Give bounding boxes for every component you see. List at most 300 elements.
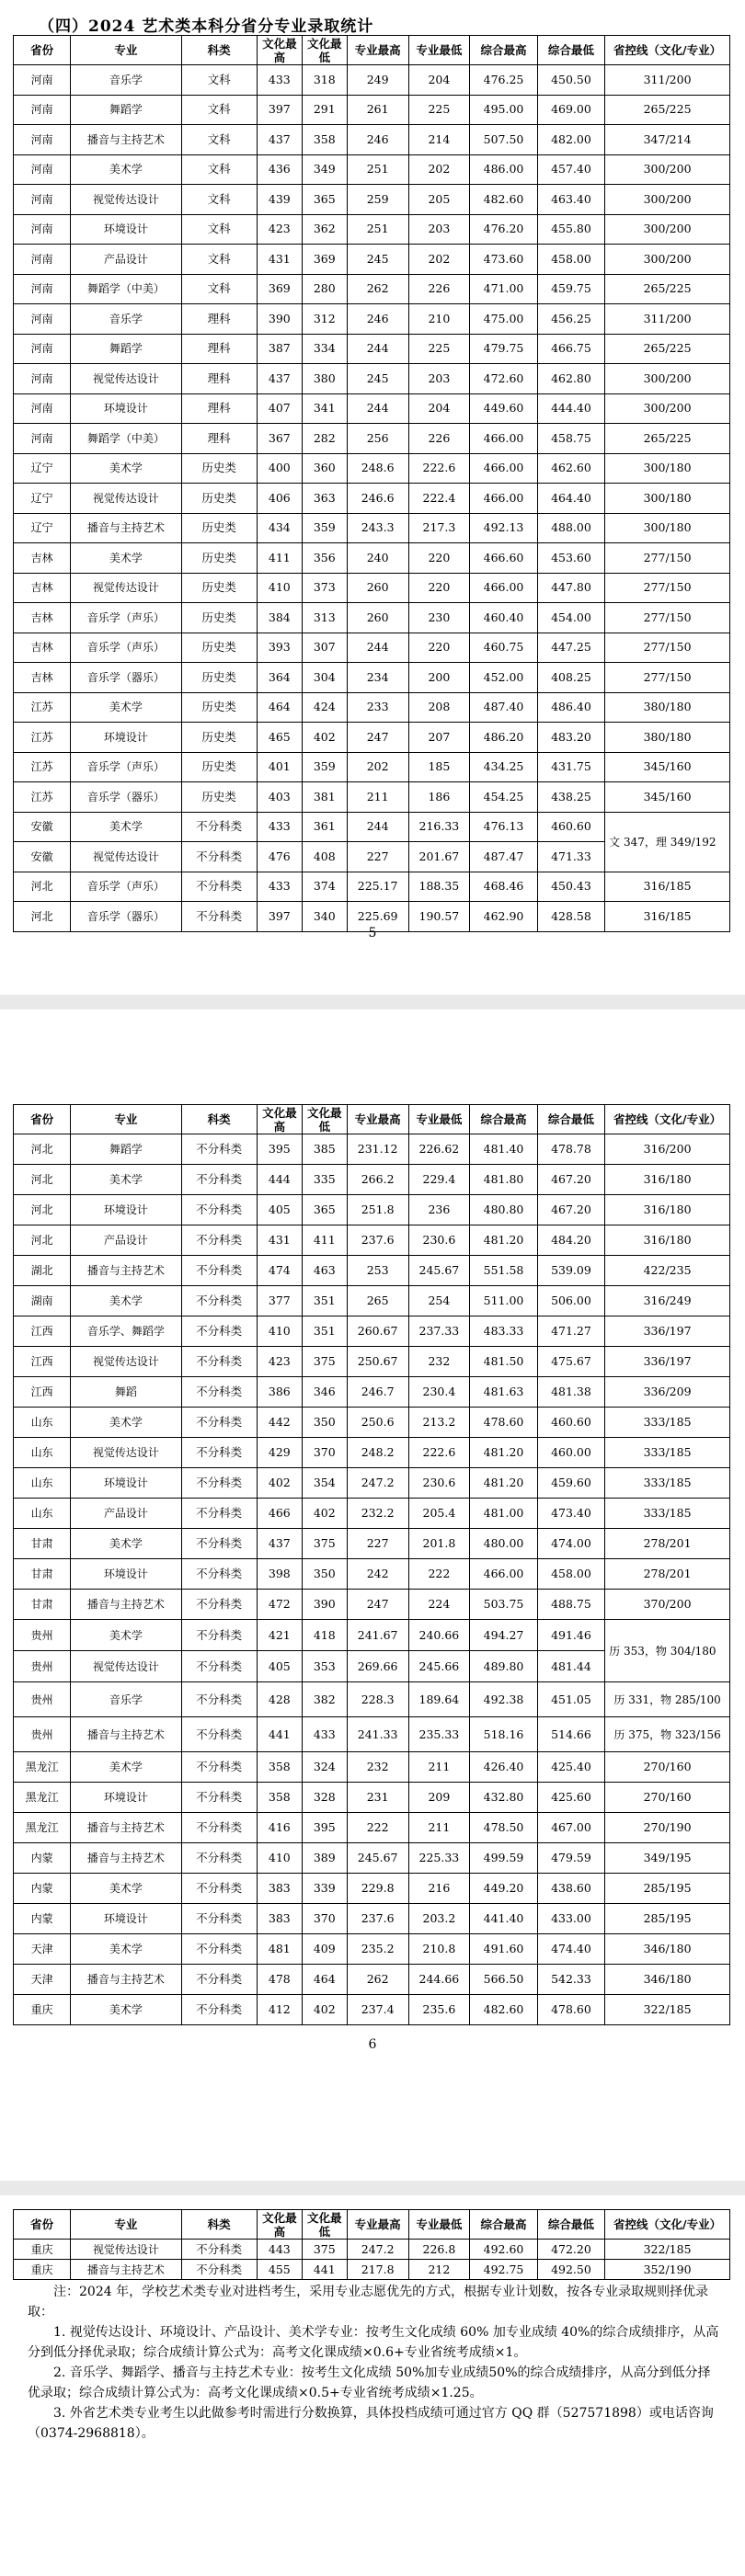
table-cell: 历史类: [181, 543, 257, 574]
table-cell: 402: [302, 723, 347, 753]
table-cell: 387: [257, 334, 302, 364]
table-cell: 421: [257, 1620, 302, 1651]
table-cell: 359: [302, 513, 347, 543]
table-cell: 文科: [181, 245, 257, 275]
table-cell: 266.2: [347, 1165, 408, 1195]
table-cell: 450.43: [537, 872, 604, 902]
table-row: [14, 1752, 730, 1783]
table-cell: 音乐学: [71, 65, 181, 96]
table-cell: 播音与主持艺术: [71, 1717, 181, 1752]
table-cell: 410: [257, 1316, 302, 1347]
table-row: [14, 1225, 730, 1256]
table-cell: 不分科类: [181, 1995, 257, 2025]
table-cell: 479.59: [537, 1843, 604, 1874]
table-cell: 天津: [14, 1965, 71, 1995]
table-cell: 465: [257, 723, 302, 753]
table-cell: 视觉传达设计: [71, 484, 181, 514]
table-cell: 475.67: [537, 1347, 604, 1377]
table-cell: 260.67: [347, 1316, 408, 1347]
table-cell: 247.2: [347, 2240, 408, 2260]
table-cell: 285/195: [605, 1904, 730, 1934]
table-cell: 468.46: [470, 872, 537, 902]
table-cell: 249: [347, 65, 408, 96]
table-cell: 历史类: [181, 692, 257, 723]
table-cell: 山东: [14, 1468, 71, 1499]
table-cell: 450.50: [537, 65, 604, 96]
table-cell: 374: [302, 872, 347, 902]
table-cell: 江苏: [14, 723, 71, 753]
table-cell: 204: [408, 65, 470, 96]
table-cell: 333/185: [605, 1438, 730, 1468]
table-cell: 河北: [14, 1195, 71, 1225]
table-cell: 316/185: [605, 902, 730, 932]
table-cell: 278/201: [605, 1529, 730, 1559]
table-cell: 视觉传达设计: [71, 364, 181, 394]
table-cell: 历史类: [181, 782, 257, 813]
table-cell: 466.75: [537, 334, 604, 364]
table-row: [14, 1934, 730, 1965]
table-cell: 黑龙江: [14, 1752, 71, 1783]
table-cell: 环境设计: [71, 1195, 181, 1225]
table-cell: 443: [257, 2240, 302, 2260]
table-cell: 产品设计: [71, 1499, 181, 1529]
table-cell: 231: [347, 1783, 408, 1813]
table-cell: 386: [257, 1377, 302, 1408]
table-cell: 不分科类: [181, 1559, 257, 1590]
table-cell: 304: [302, 663, 347, 693]
table-cell: 362: [302, 214, 347, 245]
table-cell: 美术学: [71, 1995, 181, 2025]
column-header: 省份: [14, 2210, 71, 2240]
table-cell: 479.75: [470, 334, 537, 364]
table-cell: 411: [257, 543, 302, 574]
table-cell: 内蒙: [14, 1904, 71, 1934]
table-cell: 336/209: [605, 1377, 730, 1408]
table-cell: 美术学: [71, 453, 181, 484]
table-cell: 232.2: [347, 1499, 408, 1529]
table-cell: 491.46: [537, 1620, 604, 1651]
table-cell: 265/225: [605, 95, 730, 125]
table-cell: 248.6: [347, 453, 408, 484]
table-cell: 232: [347, 1752, 408, 1783]
table-cell: 视觉传达设计: [71, 185, 181, 215]
table-cell: 产品设计: [71, 245, 181, 275]
column-header: 综合最高: [470, 1105, 537, 1134]
table-cell: 吉林: [14, 603, 71, 633]
table-cell: 舞蹈学: [71, 1134, 181, 1165]
table-row: [14, 304, 730, 335]
table-cell: 222.6: [408, 1438, 470, 1468]
table-cell: 346/180: [605, 1965, 730, 1995]
page-1: [0, 0, 745, 993]
table-cell: 261: [347, 95, 408, 125]
table-cell: 不分科类: [181, 1316, 257, 1347]
table-cell: 204: [408, 393, 470, 424]
table-cell: 美术学: [71, 1874, 181, 1904]
table-cell: 411: [302, 1225, 347, 1256]
table-row: [14, 185, 730, 215]
table-cell: 458.00: [537, 245, 604, 275]
table-cell: 482.00: [537, 125, 604, 155]
table-cell: 贵州: [14, 1717, 71, 1752]
column-header: 综合最高: [470, 36, 537, 65]
table-cell: 433: [257, 65, 302, 96]
table-cell: 428.58: [537, 902, 604, 932]
table-cell: 481.80: [470, 1165, 537, 1195]
table-cell: 246: [347, 125, 408, 155]
table-row: [14, 692, 730, 723]
table-cell: 不分科类: [181, 1499, 257, 1529]
table-row: [14, 1843, 730, 1874]
table-cell: 舞蹈学（中美）: [71, 274, 181, 304]
table-row: [14, 2240, 730, 2260]
table-cell: 环境设计: [71, 214, 181, 245]
table-cell: 229.4: [408, 1165, 470, 1195]
table-cell: 辽宁: [14, 484, 71, 514]
table-cell: 478.78: [537, 1134, 604, 1165]
table-cell: 237.6: [347, 1904, 408, 1934]
table-cell: 455: [257, 2260, 302, 2280]
table-cell: 492.50: [537, 2260, 604, 2280]
table-cell: 316/180: [605, 1195, 730, 1225]
table-cell: 185: [408, 752, 470, 782]
table-cell: 舞蹈: [71, 1377, 181, 1408]
table-cell: 316/249: [605, 1286, 730, 1316]
table-cell: 447.25: [537, 633, 604, 663]
table-cell: 503.75: [470, 1590, 537, 1620]
table-cell: 243.3: [347, 513, 408, 543]
table-cell: 460.40: [470, 603, 537, 633]
table-cell: 产品设计: [71, 1225, 181, 1256]
table-cell: 理科: [181, 304, 257, 335]
table-cell: 466.00: [470, 424, 537, 454]
table-cell: 山东: [14, 1438, 71, 1468]
table-cell: 457.40: [537, 154, 604, 185]
column-header: 专业最低: [408, 1105, 470, 1134]
table-cell: 459.60: [537, 1468, 604, 1499]
table-cell: 424: [302, 692, 347, 723]
table-cell: 478.50: [470, 1813, 537, 1843]
table-cell: 理科: [181, 334, 257, 364]
table-cell: 226.62: [408, 1134, 470, 1165]
admission-table-page-7: [13, 2209, 730, 2280]
table-cell: 美术学: [71, 1529, 181, 1559]
table-row: [14, 125, 730, 155]
table-cell: 494.27: [470, 1620, 537, 1651]
table-cell: 347/214: [605, 125, 730, 155]
table-cell: 河南: [14, 154, 71, 185]
table-cell: 340: [302, 902, 347, 932]
table-cell: 222: [347, 1813, 408, 1843]
table-cell: 481.63: [470, 1377, 537, 1408]
table-cell: 230.4: [408, 1377, 470, 1408]
table-cell: 232: [408, 1347, 470, 1377]
table-cell: 259: [347, 185, 408, 215]
table-cell: 486.00: [470, 154, 537, 185]
table-cell: 理科: [181, 393, 257, 424]
table-cell: 316/180: [605, 1225, 730, 1256]
table-cell: 265/225: [605, 424, 730, 454]
table-cell: 462.80: [537, 364, 604, 394]
table-cell: 333/185: [605, 1499, 730, 1529]
table-cell: 240.66: [408, 1620, 470, 1651]
table-cell: 400: [257, 453, 302, 484]
table-cell: 不分科类: [181, 1904, 257, 1934]
table-cell: 不分科类: [181, 2240, 257, 2260]
table-cell: 视觉传达设计: [71, 573, 181, 603]
table-cell: 不分科类: [181, 1529, 257, 1559]
table-cell: 300/180: [605, 453, 730, 484]
column-header: 专业: [71, 2210, 181, 2240]
table-cell: 209: [408, 1783, 470, 1813]
table-cell: 河南: [14, 65, 71, 96]
table-cell: 吉林: [14, 543, 71, 574]
table-cell: 291: [302, 95, 347, 125]
table-cell: 不分科类: [181, 1377, 257, 1408]
table-cell: 439: [257, 185, 302, 215]
table-cell: 文 347，理 349/192: [605, 812, 730, 872]
table-row: [14, 1783, 730, 1813]
table-cell: 390: [302, 1590, 347, 1620]
table-cell: 486.20: [470, 723, 537, 753]
table-cell: 481: [257, 1934, 302, 1965]
table-cell: 吉林: [14, 633, 71, 663]
table-cell: 478.60: [470, 1408, 537, 1438]
table-cell: 225.69: [347, 902, 408, 932]
table-cell: 217.3: [408, 513, 470, 543]
table-cell: 246.6: [347, 484, 408, 514]
table-cell: 370: [302, 1438, 347, 1468]
table-cell: 文科: [181, 185, 257, 215]
table-cell: 播音与主持艺术: [71, 125, 181, 155]
table-cell: 481.20: [470, 1225, 537, 1256]
table-cell: 美术学: [71, 692, 181, 723]
table-cell: 358: [257, 1752, 302, 1783]
table-cell: 300/200: [605, 245, 730, 275]
table-cell: 441: [302, 2260, 347, 2280]
note-intro: 注：2024 年，学校艺术类专业对进档考生，采用专业志愿优先的方式，根据专业计划数，按各专业录取规则择优录取：: [28, 2285, 709, 2320]
table-cell: 历史类: [181, 633, 257, 663]
table-cell: 466.00: [470, 484, 537, 514]
table-cell: 486.40: [537, 692, 604, 723]
table-cell: 444: [257, 1165, 302, 1195]
table-cell: 277/150: [605, 573, 730, 603]
table-cell: 不分科类: [181, 902, 257, 932]
table-cell: 237.6: [347, 1225, 408, 1256]
table-cell: 408.25: [537, 663, 604, 693]
table-cell: 471.00: [470, 274, 537, 304]
table-cell: 495.00: [470, 95, 537, 125]
table-cell: 河北: [14, 1165, 71, 1195]
table-cell: 492.60: [470, 2240, 537, 2260]
table-cell: 舞蹈学: [71, 95, 181, 125]
table-cell: 244: [347, 812, 408, 842]
table-cell: 456.25: [537, 304, 604, 335]
table-cell: 235.2: [347, 1934, 408, 1965]
table-cell: 488.75: [537, 1590, 604, 1620]
table-cell: 黑龙江: [14, 1783, 71, 1813]
table-cell: 230.6: [408, 1468, 470, 1499]
table-cell: 447.80: [537, 573, 604, 603]
table-row: [14, 872, 730, 902]
table-cell: 492.75: [470, 2260, 537, 2280]
table-cell: 539.09: [537, 1256, 604, 1286]
table-cell: 356: [302, 543, 347, 574]
table-cell: 365: [302, 1195, 347, 1225]
table-cell: 210: [408, 304, 470, 335]
table-cell: 音乐学（器乐）: [71, 782, 181, 813]
table-cell: 不分科类: [181, 1590, 257, 1620]
table-cell: 358: [257, 1783, 302, 1813]
column-header: 科类: [181, 1105, 257, 1134]
table-row: [14, 1438, 730, 1468]
table-cell: 436: [257, 154, 302, 185]
table-cell: 山东: [14, 1499, 71, 1529]
table-cell: 220: [408, 573, 470, 603]
note-rule-1: 1. 视觉传达设计、环境设计、产品设计、美术学专业：按考生文化成绩 60% 加专业成绩 40%的综合成绩排序，从高分到低分择优录取；综合成绩计算公式为：高考文化课成绩×0.6+专业省统考成绩×1。: [28, 2325, 719, 2360]
table-cell: 244: [347, 334, 408, 364]
table-cell: 不分科类: [181, 1752, 257, 1783]
table-cell: 不分科类: [181, 1682, 257, 1717]
table-cell: 210.8: [408, 1934, 470, 1965]
page-number: 5: [368, 926, 377, 940]
table-cell: 473.40: [537, 1499, 604, 1529]
table-row: [14, 1559, 730, 1590]
table-cell: 260: [347, 573, 408, 603]
note-rule-2: 2. 音乐学、舞蹈学、播音与主持艺术专业：按考生文化成绩 50%加专业成绩50%的综合成绩排序，从高分到低分择优录取；综合成绩计算公式为：高考文化课成绩×0.5+专业省统考成绩×1.25。: [28, 2365, 711, 2400]
table-cell: 506.00: [537, 1286, 604, 1316]
table-cell: 464: [302, 1965, 347, 1995]
table-cell: 播音与主持艺术: [71, 1843, 181, 1874]
table-cell: 历史类: [181, 603, 257, 633]
table-cell: 播音与主持艺术: [71, 1965, 181, 1995]
table-cell: 河南: [14, 393, 71, 424]
table-cell: 不分科类: [181, 1347, 257, 1377]
table-cell: 文科: [181, 65, 257, 96]
table-cell: 265/225: [605, 334, 730, 364]
column-header: 省份: [14, 36, 71, 65]
table-cell: 播音与主持艺术: [71, 1813, 181, 1843]
table-row: [14, 484, 730, 514]
table-cell: 463.40: [537, 185, 604, 215]
table-cell: 410: [257, 573, 302, 603]
table-cell: 不分科类: [181, 1408, 257, 1438]
table-cell: 环境设计: [71, 393, 181, 424]
table-cell: 444.40: [537, 393, 604, 424]
table-cell: 226: [408, 424, 470, 454]
table-cell: 225: [408, 95, 470, 125]
table-cell: 351: [302, 1286, 347, 1316]
table-cell: 历史类: [181, 752, 257, 782]
table-cell: 432.80: [470, 1783, 537, 1813]
table-cell: 458.00: [537, 1559, 604, 1590]
table-header-row: [14, 36, 730, 65]
table-cell: 不分科类: [181, 1195, 257, 1225]
table-cell: 音乐学（声乐）: [71, 603, 181, 633]
table-cell: 476.13: [470, 812, 537, 842]
table-cell: 河南: [14, 214, 71, 245]
table-cell: 474.40: [537, 1934, 604, 1965]
table-cell: 视觉传达设计: [71, 1347, 181, 1377]
table-cell: 美术学: [71, 1934, 181, 1965]
table-cell: 441.40: [470, 1904, 537, 1934]
table-cell: 380: [302, 364, 347, 394]
table-cell: 280: [302, 274, 347, 304]
table-cell: 234: [347, 663, 408, 693]
table-cell: 507.50: [470, 125, 537, 155]
table-cell: 播音与主持艺术: [71, 513, 181, 543]
table-cell: 483.20: [537, 723, 604, 753]
table-cell: 381: [302, 782, 347, 813]
document-title: （四）2024 艺术类本科分省分专业录取统计: [39, 17, 374, 36]
table-cell: 324: [302, 1752, 347, 1783]
table-row: [14, 633, 730, 663]
table-cell: 358: [302, 125, 347, 155]
table-cell: 433.00: [537, 1904, 604, 1934]
table-cell: 482.60: [470, 1995, 537, 2025]
table-cell: 不分科类: [181, 1783, 257, 1813]
table-cell: 480.80: [470, 1195, 537, 1225]
column-header: 省份: [14, 1105, 71, 1134]
column-header: 综合最低: [537, 2210, 604, 2240]
table-cell: 244: [347, 633, 408, 663]
table-cell: 226.8: [408, 2240, 470, 2260]
table-cell: 369: [302, 245, 347, 275]
table-row: [14, 1468, 730, 1499]
table-cell: 426.40: [470, 1752, 537, 1783]
table-cell: 333/185: [605, 1408, 730, 1438]
table-row: [14, 1904, 730, 1934]
table-cell: 河南: [14, 245, 71, 275]
table-cell: 277/150: [605, 603, 730, 633]
table-row: [14, 1682, 730, 1717]
table-cell: 345/160: [605, 752, 730, 782]
table-cell: 245.67: [347, 1843, 408, 1874]
table-cell: 不分科类: [181, 1468, 257, 1499]
table-cell: 441: [257, 1717, 302, 1752]
table-row: [14, 1134, 730, 1165]
table-cell: 459.75: [537, 274, 604, 304]
table-cell: 226: [408, 274, 470, 304]
table-cell: 437: [257, 1529, 302, 1559]
table-cell: 354: [302, 1468, 347, 1499]
page-2: [0, 1009, 745, 2205]
table-row: [14, 1717, 730, 1752]
table-cell: 212: [408, 2260, 470, 2280]
table-row: [14, 1995, 730, 2025]
table-cell: 视觉传达设计: [71, 2240, 181, 2260]
column-header: 文化最高: [257, 1105, 302, 1134]
table-cell: 460.75: [470, 633, 537, 663]
table-cell: 260: [347, 603, 408, 633]
table-cell: 安徽: [14, 842, 71, 872]
table-cell: 389: [302, 1843, 347, 1874]
table-cell: 244: [347, 393, 408, 424]
table-cell: 230: [408, 603, 470, 633]
table-cell: 历史类: [181, 663, 257, 693]
table-cell: 211: [408, 1752, 470, 1783]
table-cell: 音乐学（声乐）: [71, 633, 181, 663]
table-cell: 203.2: [408, 1904, 470, 1934]
table-cell: 222: [408, 1559, 470, 1590]
table-cell: 346/180: [605, 1934, 730, 1965]
table-cell: 380/180: [605, 723, 730, 753]
table-header-row: [14, 2210, 730, 2240]
column-header: 省控线（文化/专业）: [605, 2210, 730, 2240]
table-cell: 环境设计: [71, 1468, 181, 1499]
table-cell: 美术学: [71, 1752, 181, 1783]
table-cell: 471.33: [537, 842, 604, 872]
